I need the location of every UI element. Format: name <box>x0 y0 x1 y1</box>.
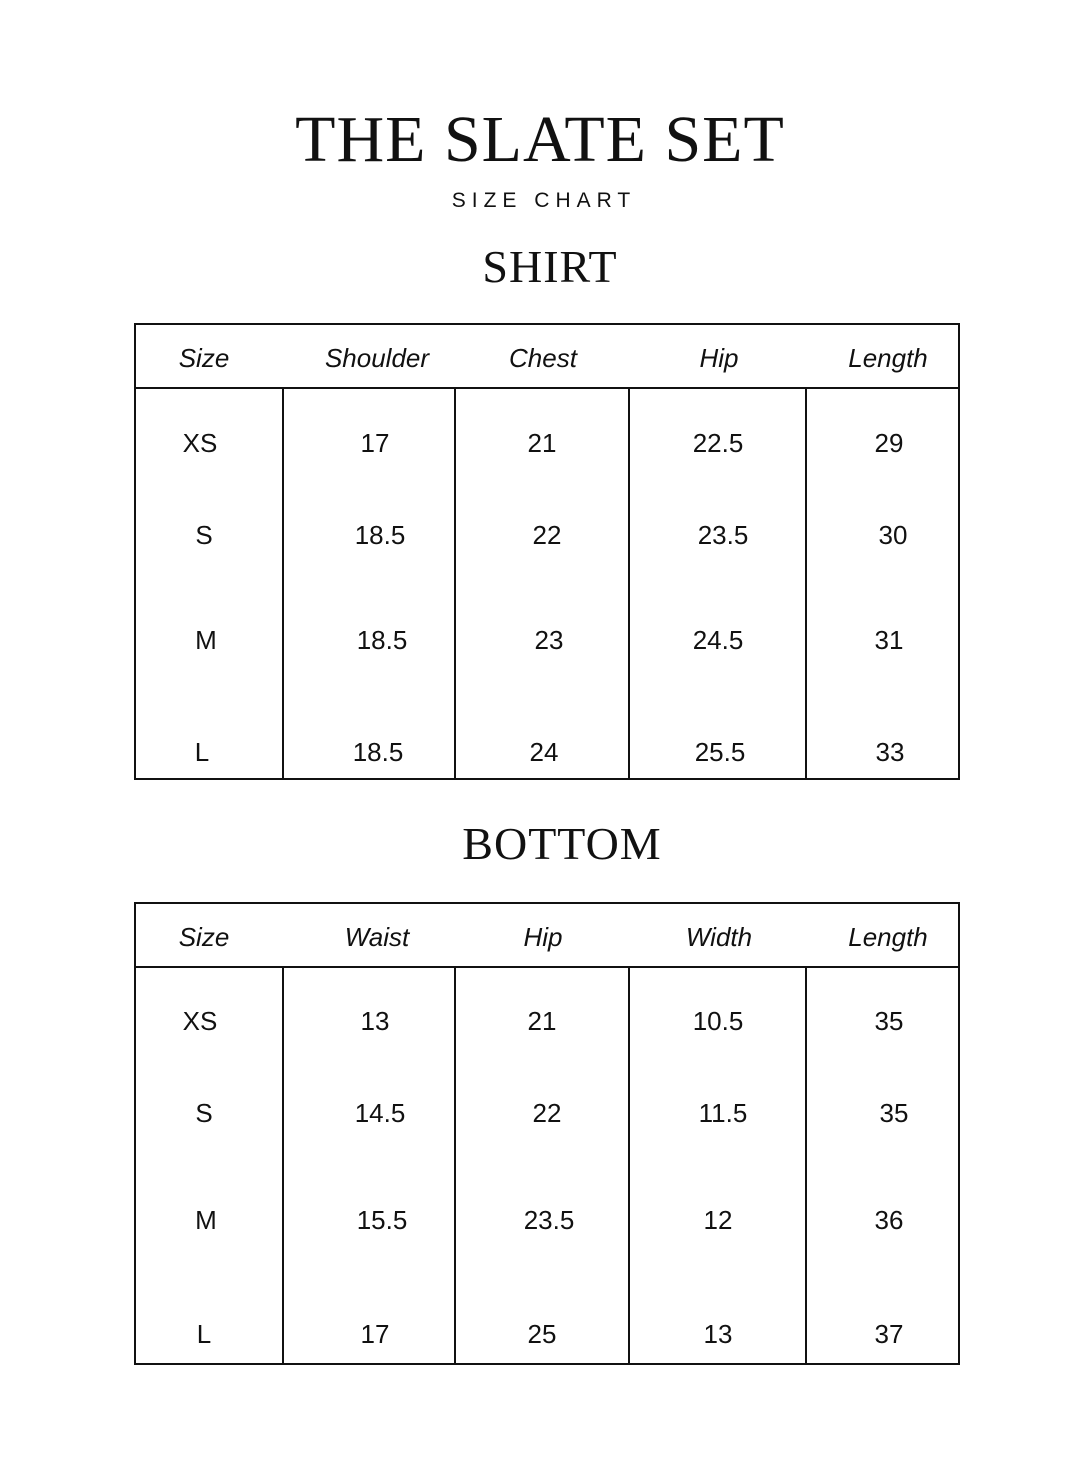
size-cell: L <box>196 1319 212 1349</box>
column-divider <box>805 387 807 778</box>
table-header-row <box>136 904 958 968</box>
column-divider <box>628 966 630 1363</box>
column-header-length: Length <box>848 922 928 952</box>
column-header-hip: Hip <box>699 343 739 373</box>
bottom-size-table <box>134 902 960 1365</box>
column-header-size: Size <box>178 343 230 373</box>
width-cell: 11.5 <box>698 1098 748 1128</box>
shoulder-cell: 17 <box>360 428 390 458</box>
length-cell: 35 <box>879 1098 909 1128</box>
length-cell: 33 <box>875 737 905 767</box>
size-cell: S <box>195 520 213 550</box>
shoulder-cell: 18.5 <box>354 520 406 550</box>
column-header-length: Length <box>848 343 928 373</box>
column-header-shoulder: Shoulder <box>324 343 430 373</box>
chest-cell: 22 <box>532 520 562 550</box>
width-cell: 13 <box>703 1319 733 1349</box>
column-divider <box>805 966 807 1363</box>
length-cell: 30 <box>878 520 908 550</box>
shirt-size-table <box>134 323 960 780</box>
size-cell: L <box>194 737 210 767</box>
waist-cell: 17 <box>360 1319 390 1349</box>
bottom-section-title: BOTTOM <box>462 818 662 869</box>
waist-cell: 14.5 <box>354 1098 406 1128</box>
size-cell: XS <box>182 1006 218 1036</box>
column-header-waist: Waist <box>344 922 410 952</box>
column-divider <box>282 387 284 778</box>
length-cell: 35 <box>874 1006 904 1036</box>
hip-cell: 22.5 <box>692 428 744 458</box>
hip-cell: 22 <box>532 1098 562 1128</box>
page-title: THE SLATE SET <box>295 103 785 176</box>
hip-cell: 25 <box>527 1319 557 1349</box>
length-cell: 37 <box>874 1319 904 1349</box>
waist-cell: 15.5 <box>356 1205 408 1235</box>
size-cell: M <box>195 625 217 655</box>
column-divider <box>454 387 456 778</box>
waist-cell: 13 <box>360 1006 390 1036</box>
length-cell: 31 <box>874 625 904 655</box>
table-header-row <box>136 325 958 389</box>
hip-cell: 23.5 <box>697 520 749 550</box>
column-divider <box>454 966 456 1363</box>
chest-cell: 24 <box>529 737 559 767</box>
chest-cell: 21 <box>527 428 557 458</box>
hip-cell: 25.5 <box>694 737 746 767</box>
size-cell: XS <box>182 428 218 458</box>
hip-cell: 21 <box>527 1006 557 1036</box>
width-cell: 10.5 <box>692 1006 744 1036</box>
length-cell: 29 <box>874 428 904 458</box>
size-cell: M <box>195 1205 217 1235</box>
shoulder-cell: 18.5 <box>356 625 408 655</box>
column-divider <box>628 387 630 778</box>
page-subtitle: SIZE CHART <box>451 189 637 212</box>
shoulder-cell: 18.5 <box>352 737 404 767</box>
column-header-size: Size <box>178 922 230 952</box>
column-divider <box>282 966 284 1363</box>
shirt-section-title: SHIRT <box>482 241 618 292</box>
column-header-hip: Hip <box>523 922 563 952</box>
width-cell: 12 <box>703 1205 733 1235</box>
column-header-chest: Chest <box>509 343 577 373</box>
hip-cell: 23.5 <box>523 1205 575 1235</box>
length-cell: 36 <box>874 1205 904 1235</box>
chest-cell: 23 <box>534 625 564 655</box>
size-cell: S <box>195 1098 213 1128</box>
hip-cell: 24.5 <box>692 625 744 655</box>
column-header-width: Width <box>685 922 753 952</box>
